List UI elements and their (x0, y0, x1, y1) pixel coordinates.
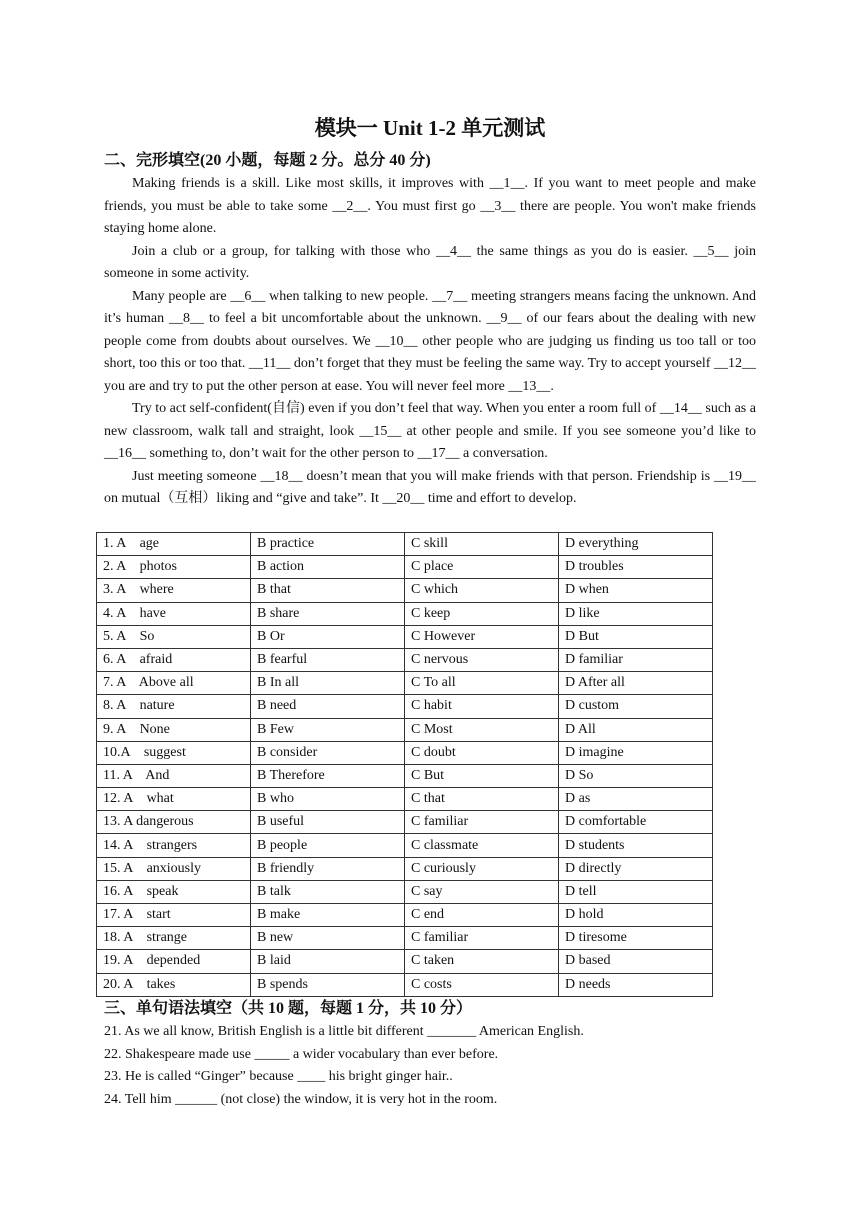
option-cell: B share (251, 602, 405, 625)
option-row (97, 533, 713, 556)
document-title: 模块一 Unit 1-2 单元测试 (314, 116, 546, 140)
option-cell: C place (405, 556, 559, 579)
option-cell: D when (559, 579, 713, 602)
option-cell: B fearful (251, 648, 405, 671)
option-row (97, 556, 713, 579)
option-cell: D After all (559, 672, 713, 695)
option-cell: C keep (405, 602, 559, 625)
option-row (97, 648, 713, 671)
option-cell: D based (559, 950, 713, 973)
option-cell: C Most (405, 718, 559, 741)
option-cell: B talk (251, 880, 405, 903)
option-cell: C doubt (405, 741, 559, 764)
option-cell: C that (405, 788, 559, 811)
option-cell: B who (251, 788, 405, 811)
option-cell: D But (559, 625, 713, 648)
option-row (97, 579, 713, 602)
option-cell: C which (405, 579, 559, 602)
option-cell: 7. A Above all (97, 672, 251, 695)
option-cell: 15. A anxiously (97, 857, 251, 880)
option-cell: 12. A what (97, 788, 251, 811)
option-row (97, 788, 713, 811)
option-cell: C But (405, 764, 559, 787)
option-row (97, 834, 713, 857)
section-2-heading: 二、完形填空(20 小题，每题 2 分。总分 40 分) (104, 152, 431, 169)
option-cell: D hold (559, 904, 713, 927)
option-row (97, 602, 713, 625)
option-cell: 10.A suggest (97, 741, 251, 764)
option-cell: B need (251, 695, 405, 718)
option-cell: C However (405, 625, 559, 648)
option-cell: 8. A nature (97, 695, 251, 718)
option-cell: B consider (251, 741, 405, 764)
option-cell: 18. A strange (97, 927, 251, 950)
option-cell: C familiar (405, 927, 559, 950)
option-cell: D needs (559, 973, 713, 996)
option-cell: B make (251, 904, 405, 927)
option-cell: B practice (251, 533, 405, 556)
option-cell: D tiresome (559, 927, 713, 950)
option-cell: 4. A have (97, 602, 251, 625)
option-cell: D imagine (559, 741, 713, 764)
passage-paragraph: Join a club or a group, for talking with those who __4__ the same things as you do is easier. __5__ join someone in some activity. (104, 243, 756, 281)
option-cell: 3. A where (97, 579, 251, 602)
option-row (97, 904, 713, 927)
section-3-heading: 三、单句语法填空（共 10 题，每题 1 分，共 10 分） (104, 1000, 473, 1017)
option-row (97, 764, 713, 787)
option-row (97, 857, 713, 880)
option-row (97, 927, 713, 950)
option-cell: B new (251, 927, 405, 950)
option-cell: B Few (251, 718, 405, 741)
passage-paragraph: Many people are __6__ when talking to new people. __7__ meeting strangers means facing the unknown. And it’s human __8__ to feel a bit uncomfortable about the unknown. __9__ of our fears about the dealing with new people come from doubts about ourselves. We __10__ other people who are judging us finding us too tall or too short, too this or too that. __11__ don’t forget that they must be feeling the same way. Try to accept yourself __12__ you are and try to put the other person at ease. You will never feel more __13__. (104, 288, 756, 394)
option-cell: B spends (251, 973, 405, 996)
option-row (97, 718, 713, 741)
options-table-body (97, 533, 713, 997)
option-cell: B Therefore (251, 764, 405, 787)
grammar-questions (104, 1021, 764, 1111)
option-cell: C familiar (405, 811, 559, 834)
option-cell: D everything (559, 533, 713, 556)
option-row (97, 811, 713, 834)
option-cell: 16. A speak (97, 880, 251, 903)
option-row (97, 973, 713, 996)
option-cell: B Or (251, 625, 405, 648)
option-row (97, 880, 713, 903)
option-cell: B In all (251, 672, 405, 695)
grammar-question: 24. Tell him ______ (not close) the window, it is very hot in the room. (104, 1091, 498, 1107)
option-cell: 17. A start (97, 904, 251, 927)
option-cell: C curiously (405, 857, 559, 880)
option-row (97, 672, 713, 695)
option-cell: D students (559, 834, 713, 857)
option-cell: B that (251, 579, 405, 602)
option-cell: D So (559, 764, 713, 787)
option-cell: C taken (405, 950, 559, 973)
option-cell: D familiar (559, 648, 713, 671)
grammar-question: 21. As we all know, British English is a little bit different _______ American English. (104, 1024, 584, 1039)
option-cell: B action (251, 556, 405, 579)
option-cell: C say (405, 880, 559, 903)
cloze-passage (104, 173, 756, 511)
option-cell: 20. A takes (97, 973, 251, 996)
option-cell: D as (559, 788, 713, 811)
option-cell: 9. A None (97, 718, 251, 741)
option-cell: C classmate (405, 834, 559, 857)
passage-paragraph: Making friends is a skill. Like most skills, it improves with __1__. If you want to meet people and make friends, you must be able to take some __2__. You must first go __3__ there are people. You won't make friends staying home alone. (104, 176, 756, 236)
option-cell: 2. A photos (97, 556, 251, 579)
option-cell: B useful (251, 811, 405, 834)
option-cell: B people (251, 834, 405, 857)
option-cell: D directly (559, 857, 713, 880)
options-table (96, 532, 713, 997)
passage-paragraph: Just meeting someone __18__ doesn’t mean that you will make friends with that person. Friendship is __19__ on mutual（互相）liking and “give and take”. It __20__ time and effort to develop. (104, 468, 756, 506)
grammar-question: 22. Shakespeare made use _____ a wider vocabulary than ever before. (104, 1046, 499, 1062)
grammar-question: 23. He is called “Ginger” because ____ his bright ginger hair.. (104, 1069, 453, 1084)
option-cell: D custom (559, 695, 713, 718)
option-cell: C To all (405, 672, 559, 695)
option-cell: C habit (405, 695, 559, 718)
option-cell: 6. A afraid (97, 648, 251, 671)
option-cell: C skill (405, 533, 559, 556)
option-cell: B friendly (251, 857, 405, 880)
option-row (97, 695, 713, 718)
option-cell: B laid (251, 950, 405, 973)
option-cell: 19. A depended (97, 950, 251, 973)
option-cell: C end (405, 904, 559, 927)
option-cell: 13. A dangerous (97, 811, 251, 834)
passage-paragraph: Try to act self-confident(自信) even if you don’t feel that way. When you enter a room full of __14__ such as a new classroom, walk tall and straight, look __15__ at other people and smile. If you see someone you’d like to __16__ something to, don’t wait for the other person to __17__ a conversation. (104, 401, 756, 461)
option-row (97, 625, 713, 648)
option-cell: 5. A So (97, 625, 251, 648)
option-cell: 14. A strangers (97, 834, 251, 857)
option-cell: D tell (559, 880, 713, 903)
option-cell: D All (559, 718, 713, 741)
option-row (97, 741, 713, 764)
option-cell: 11. A And (97, 764, 251, 787)
option-cell: D comfortable (559, 811, 713, 834)
option-cell: 1. A age (97, 533, 251, 556)
option-cell: C costs (405, 973, 559, 996)
option-cell: D like (559, 602, 713, 625)
option-row (97, 950, 713, 973)
option-cell: C nervous (405, 648, 559, 671)
option-cell: D troubles (559, 556, 713, 579)
